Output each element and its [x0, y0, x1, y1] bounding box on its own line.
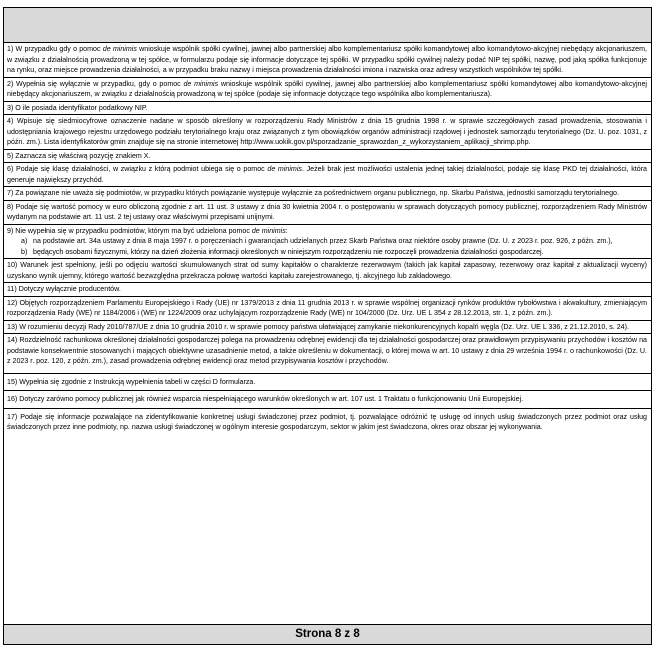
item-text: będących osobami fizycznymi, którzy na dzień złożenia informacji określonych w niniejszym rozporządzeniu nie rozpoczęli prowadzenia działalności gospodarczej. [33, 247, 544, 256]
footnote-16: 16) Dotyczy zarówno pomocy publicznej jak również wsparcia niespełniającego warunków określonych w art. 107 ust. 1 Traktatu o funkcjonowaniu Unii Europejskiej. [4, 391, 651, 409]
footnotes-section [4, 43, 651, 626]
item-label: b) [21, 247, 28, 256]
footnote-4: 4) Wpisuje się siedmiocyfrowe oznaczenie nadane w sposób określony w rozporządzeniu Rady Ministrów z dnia 15 grudnia 1998 r. w sprawie szczegółowych zasad prowadzenia, stosowania i udostępniania krajowego rejestru urzędowego podziału terytorialnego kraju oraz związanych z tym obowiązków organów administracji rządowej i jednostek samorządu terytorialnego (Dz. U. poz. 1031, z późn. zm.). Lista identyfikatorów gmin znajduje się na stronie internetowej http://www.uokik.gov.pl/sporzadzanie_sprawozdan_z_wykorzystaniem_aplikacji_shrimp.php. [4, 115, 651, 150]
footnote-8: 8) Podaje się wartość pomocy w euro obliczoną zgodnie z art. 11 ust. 3 ustawy z dnia 30 kwietnia 2004 r. o postępowaniu w sprawach dotyczących pomocy publicznej, rozporządzeniem Rady Ministrów wydanym na podstawie art. 11 ust. 2 tej ustawy oraz właściwymi przepisami unijnymi. [4, 201, 651, 225]
footnote-5: 5) Zaznacza się właściwą pozycję znakiem X. [4, 150, 651, 164]
footnote-7: 7) Za powiązane nie uważa się podmiotów, w przypadku których powiązanie występuje wyłącznie za pośrednictwem organu publicznego, np. Skarbu Państwa, jednostki samorządu terytorialnego. [4, 187, 651, 201]
footnote-15: 15) Wypełnia się zgodnie z Instrukcją wypełnienia tabeli w części D formularza. [4, 374, 651, 392]
footnote-1: 1) W przypadku gdy o pomoc de minimis wnioskuje wspólnik spółki cywilnej, jawnej albo partnerskiej albo komplementariusz spółki komandytowej albo komandytowo-akcyjnej niebędący akcjonariuszem, w związku z działalnością prowadzoną w tej spółce, w formularzu podaje się informacje dotyczące tej spółki. W przypadku spółki cywilnej należy podać NIP tej spółki, nazwę, pod jaką spółka funkcjonuje na rynku, oraz miejsce prowadzenia działalności, a w przypadku braku nazwy i miejsca prowadzenia działalności imiona i nazwiska oraz adresy wszystkich wspólników tej spółki. [4, 43, 651, 78]
page-number-footer: Strona 8 z 8 [4, 624, 651, 644]
footnote-9-item-b [7, 247, 647, 258]
form-frame [3, 7, 652, 645]
footnote-17: 17) Podaje się informacje pozwalające na zidentyfikowanie konkretnej usługi świadczonej przez podmiot, tj. pozwalające odróżnić tę usługę od innych usług świadczonych przez podmiot oraz usług świadczonych przez inne podmioty, np. nazwa usługi świadczonej w ogólnym interesie gospodarczym, sektor w jakim jest świadczona, okres oraz obszar jej wykonywania. [7, 412, 647, 431]
footnote-9 [4, 225, 651, 260]
item-text: na podstawie art. 34a ustawy z dnia 8 maja 1997 r. o poręczeniach i gwarancjach udzielanych przez Skarb Państwa oraz niektóre osoby prawne (Dz. U. z 2023 r. poz. 926, z późn. zm.), [33, 237, 613, 245]
footnote-9-item-a [7, 236, 647, 247]
footnote-13: 13) W rozumieniu decyzji Rady 2010/787/UE z dnia 10 grudnia 2010 r. w sprawie pomocy państwa ułatwiającej zamykanie niekonkurencyjnych kopalń węgla (Dz. Urz. UE L 336, z 21.12.2010, s. 24). [4, 321, 651, 335]
footnote-14: 14) Rozdzielność rachunkowa określonej działalności gospodarczej polega na prowadzeniu odrębnej ewidencji dla tej działalności gospodarczej oraz prawidłowym przypisywaniu przychodów i kosztów na podstawie konsekwentnie stosowanych i mających obiektywne uzasadnienie metod, a także określeniu w dokumentacji, o której mowa w art. 10 ustawy z dnia 29 września 1994 r. o rachunkowości (Dz. U. z 2023 r. poz. 120, z późn. zm.), zasad prowadzenia odrębnej ewidencji oraz metod przypisywania kosztów i przychodów. [4, 334, 651, 374]
footnote-12: 12) Objętych rozporządzeniem Parlamentu Europejskiego i Rady (UE) nr 1379/2013 z dnia 11 grudnia 2013 r. w sprawie wspólnej organizacji rynków produktów rybołówstwa i akwakultury, zmieniającym rozporządzenia Rady (WE) nr 1184/2006 i (WE) nr 1224/2009 oraz uchylającym rozporządzenie Rady (WE) nr 104/2000 (Dz. Urz. UE L 354 z 28.12.2013, str. 1, z późn. zm.). [4, 297, 651, 321]
item-label: a) [21, 237, 28, 245]
footnote-11: 11) Dotyczy wyłącznie producentów. [4, 283, 651, 297]
footnote-9-text: 9) Nie wypełnia się w przypadku podmiotów, którym ma być udzielona pomoc de minimis: [7, 226, 288, 235]
footnote-2: 2) Wypełnia się wyłącznie w przypadku, gdy o pomoc de minimis wnioskuje wspólnik spółki cywilnej, jawnej albo partnerskiej albo komplementariusz spółki komandytowej albo komandytowo-akcyjnej niebędący akcjonariuszem, w związku z działalnością prowadzoną w tej spółce (podaje się informacje dotyczące tego wspólnika albo komplementariusza). [4, 78, 651, 102]
footnote-6: 6) Podaje się klasę działalności, w związku z którą podmiot ubiega się o pomoc de minimis. Jeżeli brak jest możliwości ustalenia jednej takiej działalności, podaje się klasę PKD tej działalności, która generuje największy przychód. [4, 163, 651, 187]
footnote-10: 10) Warunek jest spełniony, jeśli po odjęciu wartości skumulowanych strat od sumy kapitałów o charakterze rezerwowym (takich jak kapitał zapasowy, rezerwowy oraz kapitał z aktualizacji wyceny) uzyskano wynik ujemny, którego wartość bezwzględna przekracza połowę wartości kapitału zarejestrowanego, tj. akcyjnego lub zakładowego. [4, 259, 651, 283]
header-bar [4, 8, 651, 43]
footnote-3: 3) O ile posiada identyfikator podatkowy NIP. [4, 102, 651, 116]
